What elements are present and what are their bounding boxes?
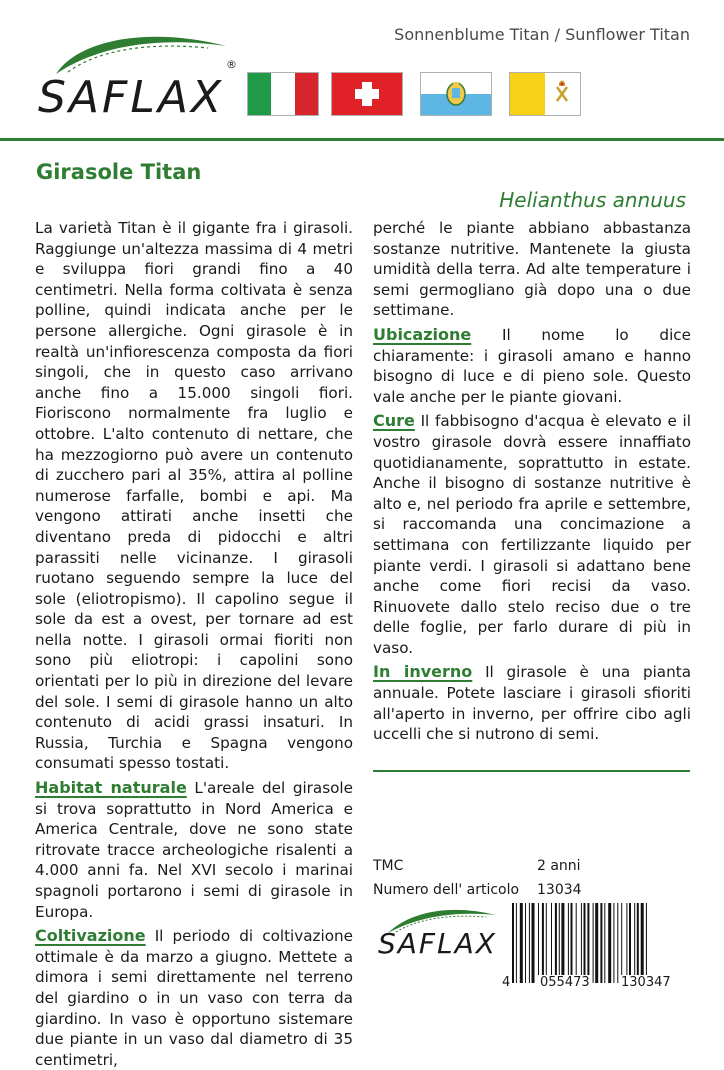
care-heading: Cure xyxy=(373,411,415,431)
barcode-bar xyxy=(613,903,614,983)
cultivation-section xyxy=(35,926,353,1070)
habitat-text: L'areale del girasole si trova soprattutto in Nord America e America Centrale, dove ne sono state ritrovate tracce archeologiche risalenti a 4.000 anni fa. Nel XVI secolo i marinai spagnoli portarono i semi di girasole in Europa. xyxy=(35,779,353,921)
cultivation-text: Il periodo di coltivazione ottimale è da marzo a giugno. Mettete a dimora i semi direttamente nel terreno del giardino o in un vaso con terra da giardino. In vaso è opportuno sistemare due piante in un vaso dal diametro di 35 centimetri, xyxy=(35,927,353,1069)
barcode-digits-group-2: 055473 xyxy=(540,975,590,990)
winter-section xyxy=(373,662,691,744)
text-column-left xyxy=(35,218,353,1070)
barcode-bar xyxy=(593,903,594,983)
tmc-value: 2 anni xyxy=(537,858,581,874)
barcode-bar xyxy=(555,903,557,983)
barcode-bar xyxy=(600,903,602,983)
barcode-digits-group-3: 130347 xyxy=(621,975,671,990)
location-section xyxy=(373,325,691,407)
barcode-bar xyxy=(617,903,618,983)
vatican-flag-icon xyxy=(509,72,581,116)
location-heading: Ubicazione xyxy=(373,324,472,344)
care-text: Il fabbisogno d'acqua è elevato e il vostro girasole dovrà essere innaffiato quotidianamente, soprattutto in estate. Anche il bisogno di sostanze nutritive è alto e, nel periodo fra aprile e settembre, si raccomanda una concimazione a settimana con fertilizzante liquido per piante verdi. I girasoli si adattano bene anche come fiori recisi da vaso. Rinuovete dallo stelo reciso due o tre delle foglie, per farlo durare di più in vaso. xyxy=(373,412,691,657)
winter-heading: In inverno xyxy=(373,662,473,682)
barcode-bar xyxy=(581,903,582,983)
product-name: Girasole Titan xyxy=(36,160,202,184)
care-section xyxy=(373,411,691,658)
cultivation-heading: Coltivazione xyxy=(35,926,146,946)
barcode-bar xyxy=(525,903,526,983)
barcode-bar xyxy=(559,903,560,983)
tmc-label: TMC xyxy=(373,858,404,874)
barcode-bar xyxy=(538,903,539,983)
barcode-bar xyxy=(576,903,577,983)
barcode-bar xyxy=(512,903,514,983)
article-number-label: Numero dell' articolo xyxy=(373,882,520,898)
article-number-value: 13034 xyxy=(537,882,582,898)
barcode-bar xyxy=(546,903,547,983)
text-column-right xyxy=(373,218,691,745)
barcode-bar xyxy=(641,903,644,983)
barcode-bar xyxy=(595,903,598,983)
barcode-digit-1: 4 xyxy=(502,975,511,990)
info-divider xyxy=(373,770,690,772)
barcode-bar xyxy=(646,903,647,983)
barcode-bar xyxy=(608,903,611,983)
barcode-bar xyxy=(542,903,544,983)
barcode-bar xyxy=(626,903,627,983)
latin-name: Helianthus annuus xyxy=(499,188,686,212)
winter-text: Il girasole è una pianta annuale. Potete lasciare i girasoli sfioriti all'aperto in inverno, per offrire cibo agli uccelli che si nutrono di semi. xyxy=(373,663,691,744)
barcode-bar xyxy=(571,903,573,983)
barcode-bar xyxy=(551,903,552,983)
product-title: Sonnenblume Titan / Sunflower Titan xyxy=(394,25,690,44)
cultivation-continued: perché le piante abbiano abbastanza sostanze nutritive. Mantenete la giusta umidità della terra. Ad alte temperature i semi germogliano già dopo una o due settimane. xyxy=(373,219,691,320)
barcode-bar xyxy=(516,903,517,983)
registered-mark: ® xyxy=(226,58,237,71)
barcode-bar xyxy=(629,903,631,983)
header-divider xyxy=(0,138,724,141)
habitat-heading: Habitat naturale xyxy=(35,778,187,798)
barcode-bar xyxy=(634,903,635,983)
location-text: Il nome lo dice chiaramente: i girasoli amano e hanno bisogno di luce e di pieno sole. Questo vale anche per le piante giovani. xyxy=(373,325,691,406)
san-marino-flag-icon xyxy=(420,72,492,116)
barcode-bar xyxy=(529,903,530,983)
switzerland-flag-icon xyxy=(331,72,403,116)
italy-flag-icon xyxy=(247,72,319,116)
barcode-bar xyxy=(604,903,605,983)
barcode-bar xyxy=(621,903,622,983)
intro-paragraph: La varietà Titan è il gigante fra i girasoli. Raggiunge un'altezza massima di 4 metri e sviluppa fiori grandi fino a 40 centimetri. Nella forma coltivata è senza polline, quindi indicata anche per le persone allergiche. Ogni girasole è in realtà un'infiorescenza composta da fiori singoli, che in questo caso arrivano anche fino a 15.000 singoli fiori. Fioriscono normalmente fra luglio e ottobre. L'alto contenuto di nettare, che ha mezzogiorno può avere un contenuto di zucchero pari al 35%, attira al polline numerose farfalle, bombi e api. Ma vengono attirati anche insetti che diventano preda di pidocchi e altri parassiti nelle vicinanze. I girasoli ruotano seguendo sempre la luce del sole (eliotropismo). Il capolino segue il sole da est a ovest, per tornare ad est nella notte. I girasoli ormai fioriti non sono più eliotropi: i capolini sono orientati per lo più in direzione del levare del sole. I semi di girasole hanno un alto contenuto di acidi grassi insaturi. In Russia, Turchia e Spagna vengono consumati spesso tostati. xyxy=(35,219,353,773)
logo-wordmark: SAFLAX xyxy=(38,72,225,123)
saflax-logo xyxy=(38,28,248,123)
barcode-bar xyxy=(584,903,586,983)
barcode-bar xyxy=(561,903,564,983)
header xyxy=(0,0,724,135)
saflax-logo-small xyxy=(378,905,498,965)
habitat-section xyxy=(35,778,353,922)
barcode-bar xyxy=(637,903,639,983)
barcode-bar xyxy=(568,903,569,983)
barcode-bar xyxy=(532,903,535,983)
barcode-bar xyxy=(520,903,523,983)
barcode-bar xyxy=(587,903,589,983)
logo-wordmark: SAFLAX xyxy=(378,927,497,960)
